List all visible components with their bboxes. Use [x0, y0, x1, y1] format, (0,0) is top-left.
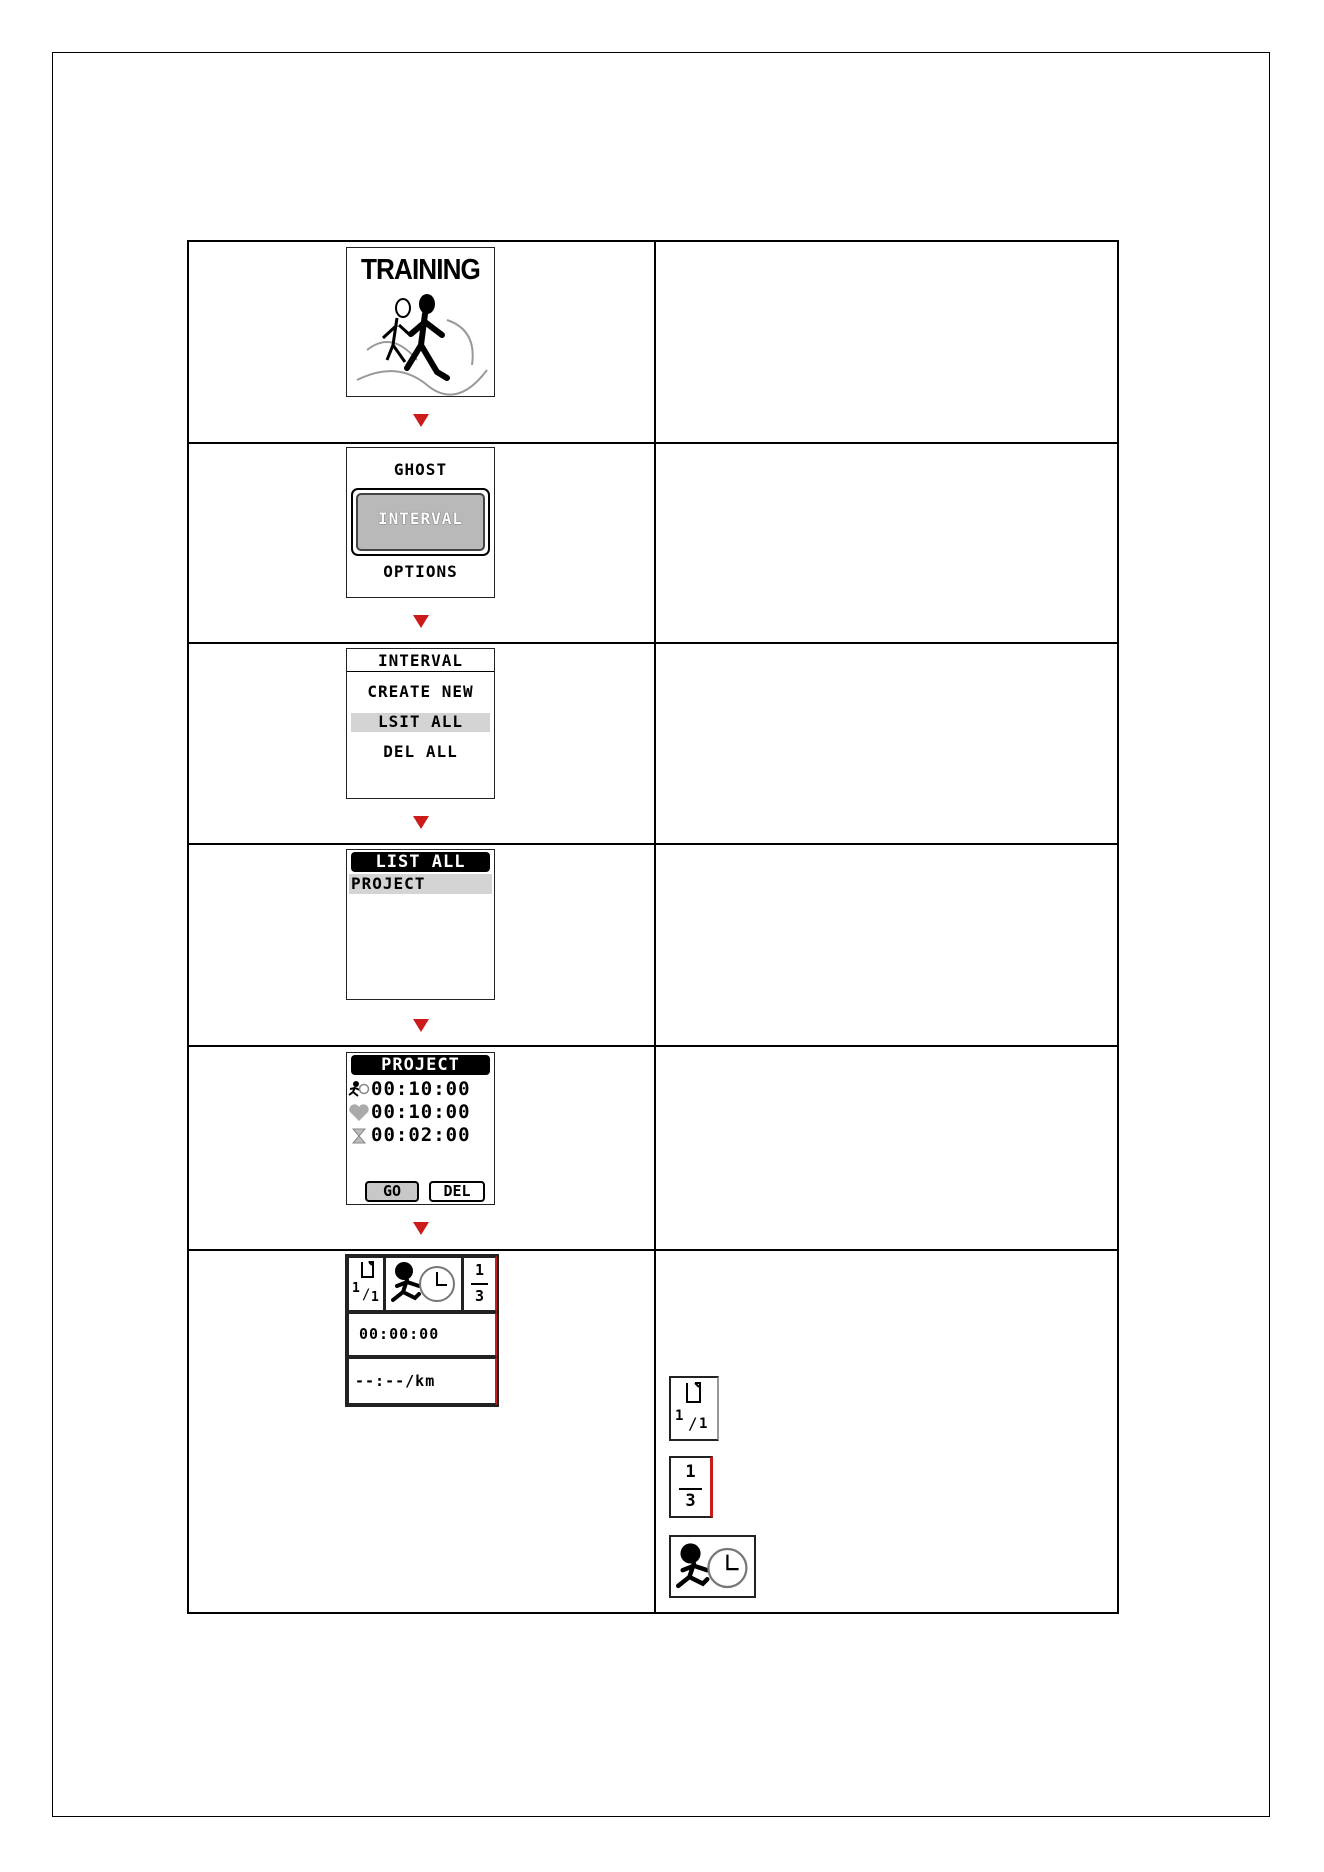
project-screen	[346, 1052, 495, 1205]
row-divider	[189, 642, 1117, 644]
legend-fraction-denominator: 3	[685, 1491, 696, 1511]
runners-illustration-icon	[347, 290, 494, 396]
selected-item-frame	[351, 488, 490, 556]
runner-clock-cell	[384, 1256, 463, 1312]
row-divider	[189, 843, 1117, 845]
row-divider	[189, 442, 1117, 444]
next-arrow-icon	[413, 615, 429, 628]
project-header	[351, 1055, 490, 1075]
next-arrow-icon	[413, 816, 429, 829]
menu-item-interval[interactable]: INTERVAL	[377, 509, 464, 528]
training-title: TRAINING	[361, 254, 480, 286]
go-button[interactable]: GO	[365, 1181, 419, 1202]
hourglass-icon	[350, 1127, 368, 1145]
runner-icon	[348, 1080, 370, 1098]
row-divider	[189, 1249, 1117, 1251]
fraction-denominator: 3	[474, 1287, 485, 1305]
menu-item-ghost[interactable]: GHOST	[393, 460, 448, 479]
column-divider	[654, 242, 656, 1612]
run-time-value: 00:10:00	[371, 1078, 471, 1100]
list-item-project[interactable]: PROJECT	[351, 874, 426, 893]
del-button[interactable]: DEL	[429, 1181, 485, 1202]
legend-lap-bottom: 1	[699, 1416, 708, 1432]
pace-value: --:--/km	[347, 1357, 497, 1405]
project-title: PROJECT	[381, 1055, 460, 1075]
lap-bottom: 1	[371, 1290, 379, 1305]
interval-menu-title: INTERVAL	[377, 651, 464, 670]
legend-runner-clock	[669, 1535, 756, 1598]
legend-lap-counter: 1 / 1	[669, 1376, 719, 1441]
runner-clock-icon	[676, 1541, 752, 1595]
runner-clock-icon	[391, 1260, 459, 1308]
lap-counter-cell: 1 / 1	[347, 1256, 385, 1312]
lap-counter-icon	[683, 1382, 705, 1404]
row-divider	[189, 1045, 1117, 1047]
steps-table	[187, 240, 1119, 1614]
lap-arrow-icon	[359, 1261, 377, 1279]
legend-lap-top: 1	[675, 1408, 684, 1424]
heart-time-value: 00:10:00	[371, 1101, 471, 1123]
menu-item-options[interactable]: OPTIONS	[383, 562, 458, 581]
lap-top: 1	[352, 1281, 360, 1296]
legend-fraction-numerator: 1	[685, 1462, 696, 1482]
mode-menu-screen	[346, 447, 495, 598]
next-arrow-icon	[413, 414, 429, 427]
menu-item-create-new[interactable]: CREATE NEW	[367, 682, 474, 701]
list-all-title: LIST ALL	[375, 852, 466, 872]
fraction-cell	[462, 1256, 497, 1312]
interval-run-screen	[345, 1254, 499, 1407]
rest-time-value: 00:02:00	[371, 1124, 471, 1146]
menu-item-del-all[interactable]: DEL ALL	[383, 742, 458, 761]
elapsed-time: 00:00:00	[347, 1312, 497, 1357]
next-arrow-icon	[413, 1019, 429, 1032]
list-all-header	[351, 852, 490, 872]
legend-fraction	[669, 1456, 713, 1518]
list-all-screen	[346, 849, 495, 1000]
menu-item-list-all[interactable]: LSIT ALL	[377, 712, 464, 731]
next-arrow-icon	[413, 1222, 429, 1235]
interval-menu-screen	[346, 648, 495, 799]
fraction-numerator: 1	[474, 1261, 485, 1279]
heart-icon	[348, 1104, 370, 1122]
training-screen	[346, 247, 495, 397]
